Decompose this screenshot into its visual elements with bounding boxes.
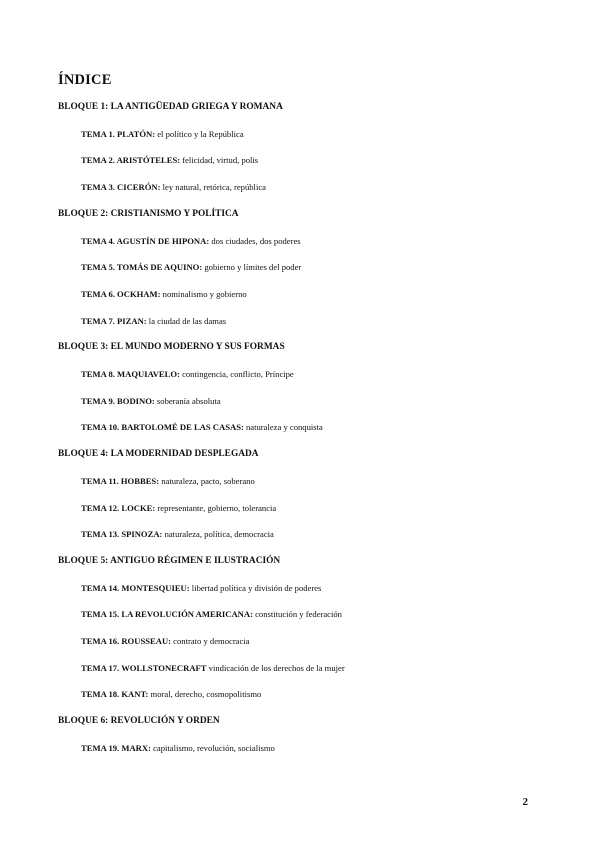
topic-heading: TEMA 1. PLATÓN:	[81, 128, 156, 139]
topic-heading: TEMA 10. BARTOLOMÉ DE LAS CASAS:	[81, 422, 244, 433]
toc-block-heading: BLOQUE 1: LA ANTIGÜEDAD GRIEGA Y ROMANA	[58, 102, 283, 112]
topic-description: gobierno y límites del poder	[202, 262, 302, 273]
toc-block-heading: BLOQUE 2: CRISTIANISMO Y POLÍTICA	[58, 208, 239, 219]
toc-topic-entry	[81, 182, 266, 193]
topic-heading: TEMA 12. LOCKE:	[81, 502, 156, 513]
topic-description: ley natural, retórica, república	[160, 182, 266, 193]
topic-description: nominalismo y gobierno	[160, 288, 247, 299]
topic-heading: TEMA 15. LA REVOLUCIÓN AMERICANA:	[81, 609, 253, 620]
topic-heading: TEMA 2. ARISTÓTELES:	[81, 155, 181, 166]
topic-heading: TEMA 18. KANT:	[81, 689, 149, 700]
toc-topic-entry	[81, 289, 247, 300]
topic-description: la ciudad de las damas	[146, 315, 227, 326]
topic-description: soberanía absoluta	[154, 395, 221, 406]
topic-description: representante, gobierno, tolerancia	[155, 502, 277, 513]
toc-topic-entry	[81, 129, 244, 140]
topic-description: naturaleza, pacto, soberano	[159, 475, 255, 486]
topic-heading: TEMA 9. BODINO:	[81, 395, 155, 406]
toc-block-heading: BLOQUE 4: LA MODERNIDAD DESPLEGADA	[58, 449, 259, 460]
toc-block-heading: BLOQUE 6: REVOLUCIÓN Y ORDEN	[58, 716, 220, 727]
topic-description: moral, derecho, cosmopolitismo	[148, 689, 262, 700]
topic-description: vindicación de los derechos de la mujer	[206, 662, 345, 673]
toc-topic-entry	[81, 422, 323, 433]
topic-heading: TEMA 6. OCKHAM:	[81, 288, 161, 299]
toc-topic-entry	[81, 476, 255, 487]
toc-block-heading: BLOQUE 5: ANTIGUO RÉGIMEN E ILUSTRACIÓN	[58, 555, 281, 566]
topic-description: felicidad, virtud, polis	[180, 155, 259, 166]
topic-heading: TEMA 3. CICERÓN:	[81, 182, 161, 193]
topic-description: libertad política y división de poderes	[189, 582, 322, 593]
topic-description: contrato y democracia	[171, 636, 250, 646]
toc-topic-entry	[81, 743, 275, 754]
page-title: ÍNDICE	[58, 72, 112, 88]
topic-heading: TEMA 4. AGUSTÍN DE HIPONA:	[81, 235, 210, 246]
toc-topic-entry	[81, 503, 276, 514]
page-number: 2	[522, 796, 528, 808]
topic-description: naturaleza y conquista	[243, 422, 323, 433]
topic-heading: TEMA 11. HOBBES:	[81, 475, 160, 486]
toc-topic-entry	[81, 316, 226, 327]
topic-heading: TEMA 8. MAQUIAVELO:	[81, 369, 180, 379]
topic-description: capitalismo, revolución, socialismo	[150, 742, 275, 753]
topic-heading: TEMA 14. MONTESQUIEU:	[81, 582, 190, 593]
toc-topic-entry	[81, 636, 250, 647]
topic-heading: TEMA 5. TOMÁS DE AQUINO:	[81, 262, 203, 273]
topic-description: el político y la República	[155, 128, 244, 139]
topic-description: contingencia, conflicto, Príncipe	[179, 369, 294, 379]
toc-block-heading: BLOQUE 3: EL MUNDO MODERNO Y SUS FORMAS	[58, 342, 285, 353]
toc-topic-entry	[81, 689, 261, 700]
topic-heading: TEMA 7. PIZAN:	[81, 315, 147, 326]
toc-topic-entry	[81, 369, 294, 380]
topic-heading: TEMA 16. ROUSSEAU:	[81, 636, 172, 646]
topic-description: naturaleza, política, democracia	[162, 529, 274, 540]
toc-topic-entry	[81, 396, 221, 407]
toc-topic-entry	[81, 262, 301, 273]
toc-topic-entry	[81, 236, 301, 247]
toc-topic-entry	[81, 155, 258, 166]
topic-heading: TEMA 13. SPINOZA:	[81, 529, 163, 540]
toc-topic-entry	[81, 663, 345, 674]
topic-description: dos ciudades, dos poderes	[209, 235, 301, 246]
toc-topic-entry	[81, 529, 274, 540]
topic-description: constitución y federación	[252, 609, 342, 620]
toc-topic-entry	[81, 609, 342, 620]
topic-heading: TEMA 19. MARX:	[81, 742, 151, 753]
toc-topic-entry	[81, 583, 321, 594]
topic-heading: TEMA 17. WOLLSTONECRAFT	[81, 662, 207, 673]
